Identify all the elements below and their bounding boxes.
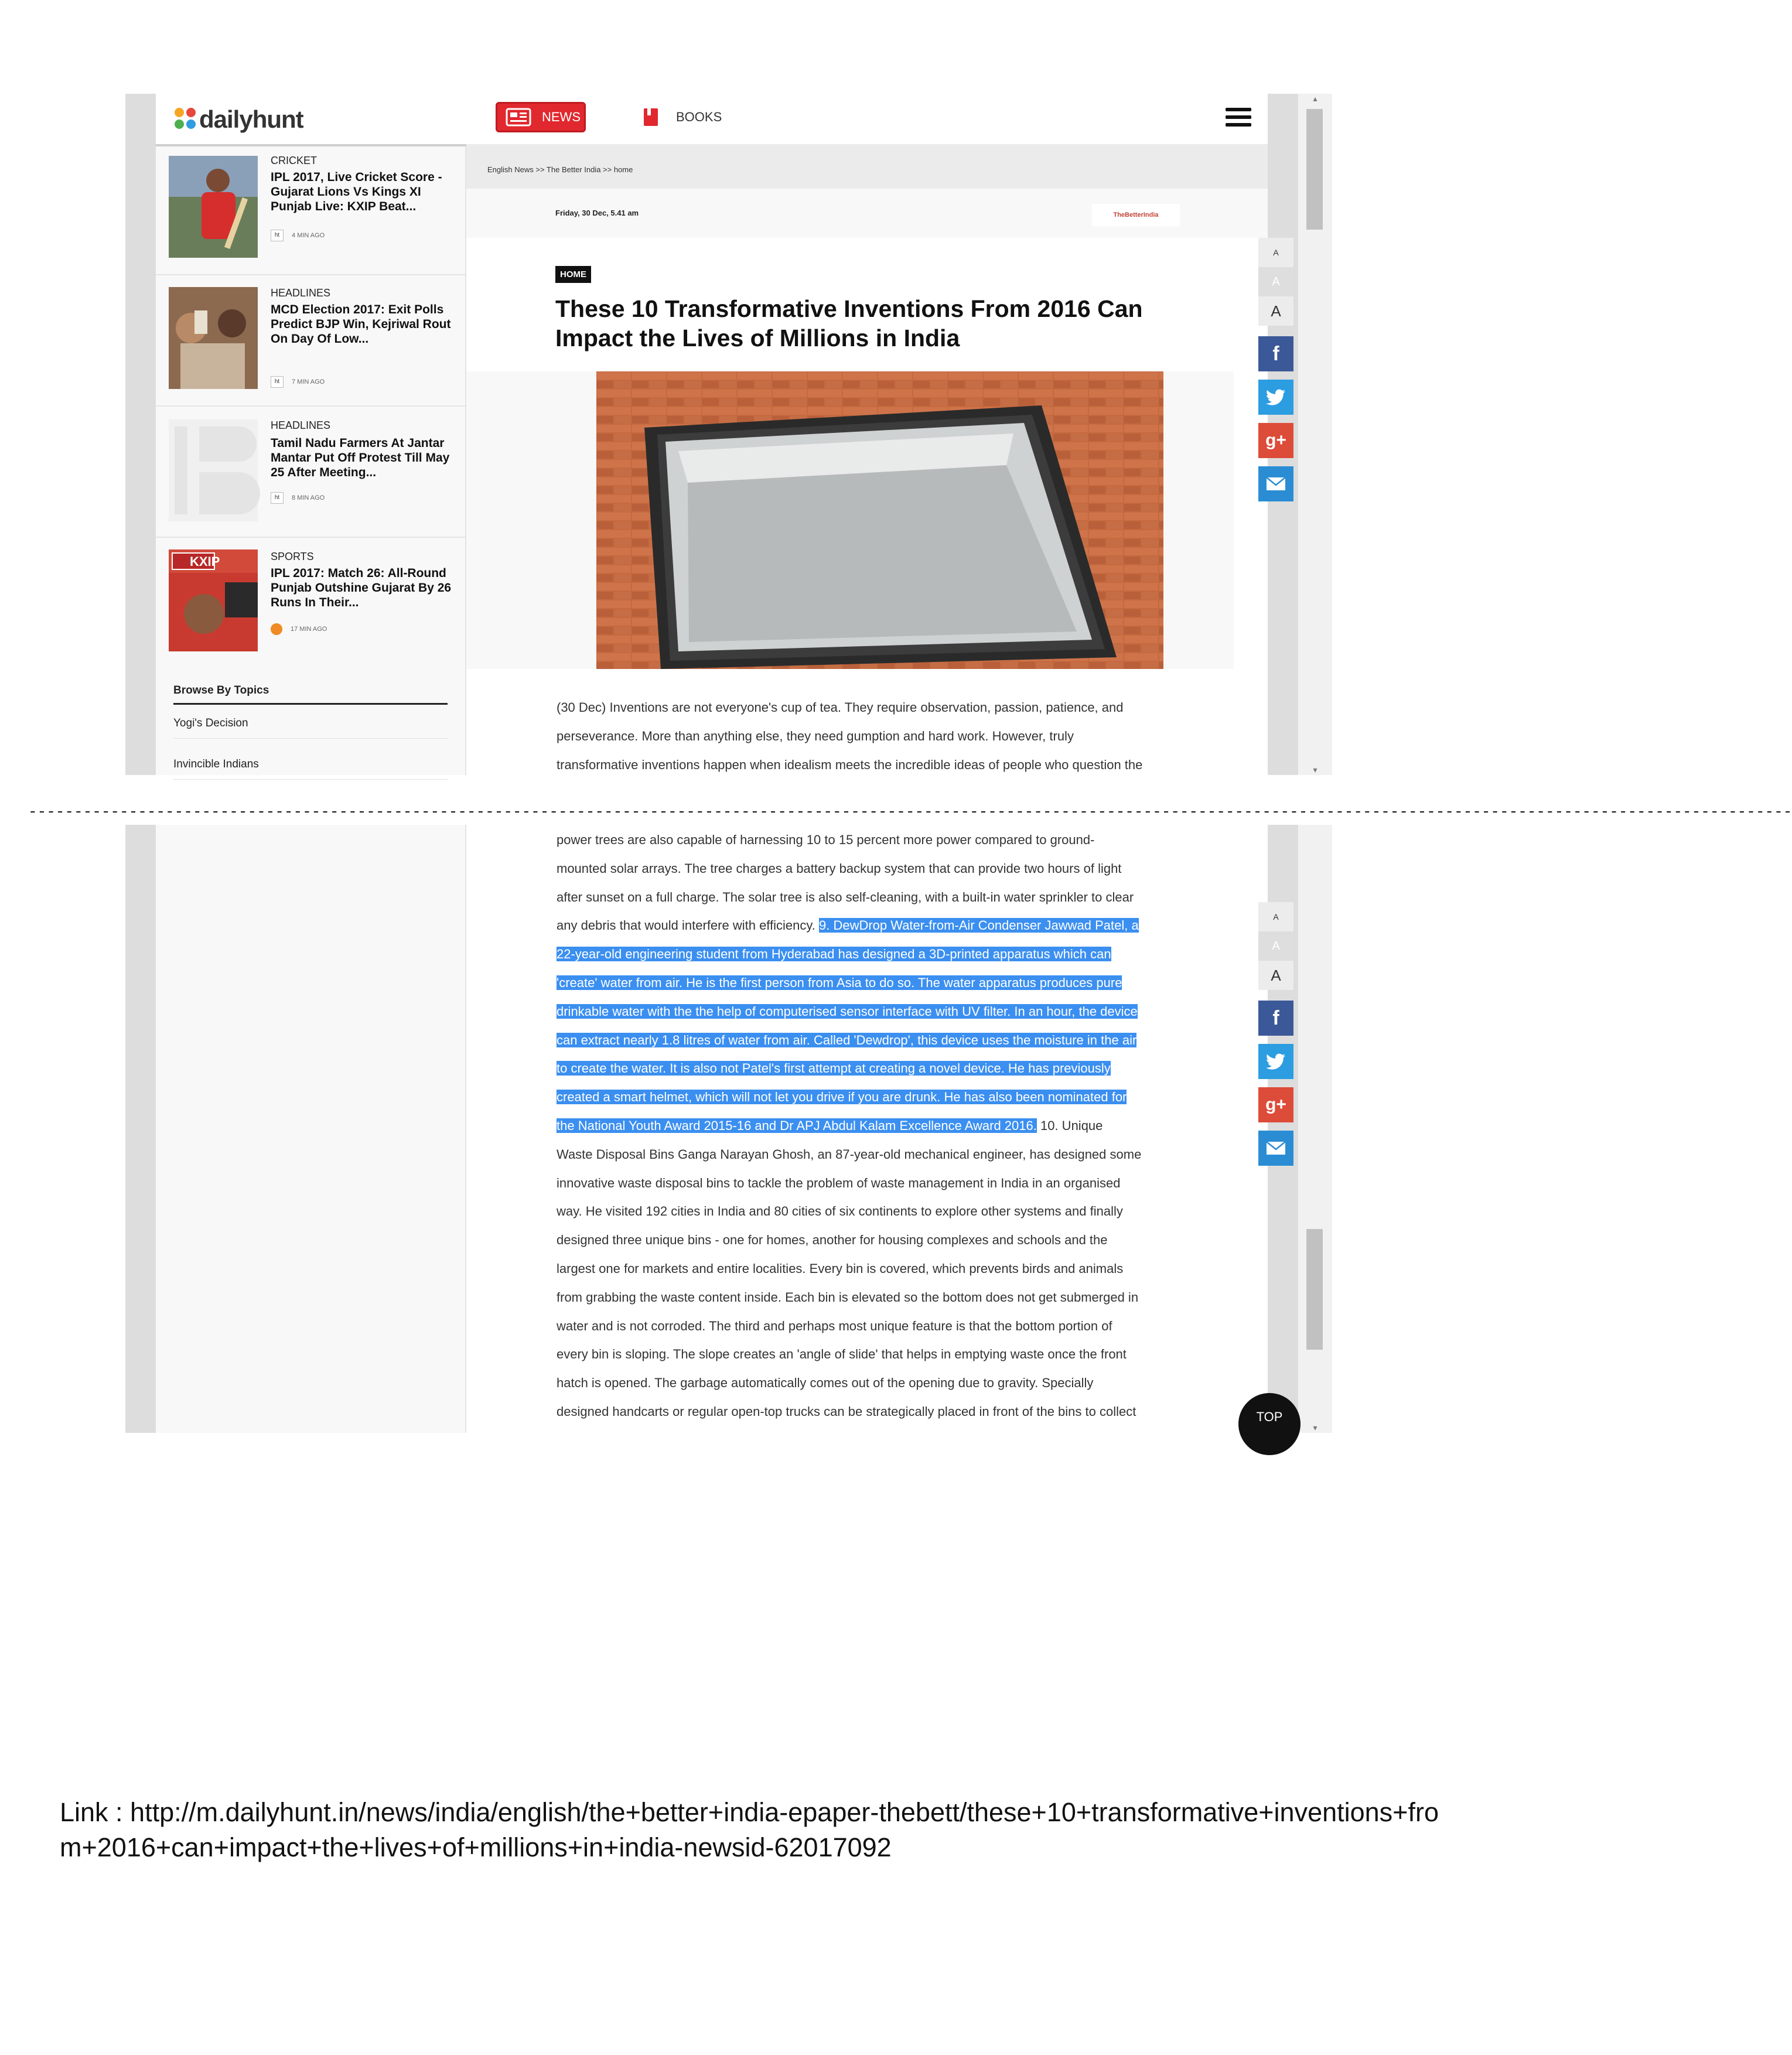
font-size-medium-button[interactable]: A: [1258, 267, 1293, 296]
body-line: way. He visited 192 cities in India and 80 cities of six continents to explore other systems and finally: [557, 1204, 1123, 1219]
body-line: [557, 998, 1207, 1026]
placeholder-thumbnail-icon: [169, 419, 258, 521]
body-line: [557, 1112, 1207, 1141]
news-tab-button[interactable]: [496, 102, 586, 132]
selected-text[interactable]: 9. DewDrop Water-from-Air Condenser Jawwad Patel, a: [818, 918, 1139, 933]
card-time: 17 MIN AGO: [291, 626, 327, 633]
body-line: [557, 969, 1207, 998]
selected-text[interactable]: can extract nearly 1.8 litres of water from air. Called 'Dewdrop', this device uses the moisture in the air: [557, 1032, 1137, 1047]
body-line: Waste Disposal Bins Ganga Narayan Ghosh, an 87-year-old mechanical engineer, has designed some: [557, 1146, 1142, 1162]
top-navigation-bar: [156, 94, 1268, 146]
body-line: power trees are also capable of harnessing 10 to 15 percent more power compared to ground-: [557, 832, 1095, 847]
vertical-scrollbar[interactable]: [1298, 825, 1332, 1433]
body-line: hatch is opened. The garbage automatically comes out of the opening due to gravity. Specially: [557, 1375, 1094, 1391]
article-tag[interactable]: HOME: [555, 266, 591, 283]
selected-text[interactable]: created a smart helmet, which will not let you drive if you are drunk. He has also been nominated for: [557, 1090, 1127, 1105]
body-line: largest one for markets and entire localities. Every bin is covered, which prevents birds and animals: [557, 1261, 1124, 1276]
scroll-down-arrow[interactable]: ▾: [1313, 765, 1317, 774]
article-hero-image: [596, 371, 1163, 669]
article-dateline: [466, 189, 1268, 238]
card-time: 4 MIN AGO: [292, 232, 325, 239]
facebook-icon[interactable]: f: [1258, 1001, 1293, 1036]
selected-text[interactable]: the National Youth Award 2015-16 and Dr APJ Abdul Kalam Excellence Award 2016.: [557, 1118, 1037, 1133]
election-thumbnail-image: [169, 287, 258, 389]
font-size-large-button[interactable]: A: [1258, 296, 1293, 326]
twitter-icon[interactable]: [1258, 1044, 1293, 1079]
font-size-small-button[interactable]: A: [1258, 238, 1293, 267]
source-logo: ht: [271, 376, 284, 388]
card-headline[interactable]: Tamil Nadu Farmers At Jantar Mantar Put Off Protest Till May 25 After Meeting...: [271, 436, 450, 479]
breadcrumb: [466, 144, 1268, 189]
body-line: [557, 1026, 1207, 1055]
source-logo-icon: [271, 623, 282, 635]
card-headline[interactable]: MCD Election 2017: Exit Polls Predict BJP Win, Kejriwal Rout On Day Of Low...: [271, 303, 451, 346]
article-title: These 10 Transformative Inventions From 2016 Can Impact the Lives of Millions in India: [555, 295, 1143, 351]
email-icon[interactable]: [1258, 1131, 1293, 1166]
card-headline[interactable]: IPL 2017, Live Cricket Score - Gujarat Lions Vs Kings XI Punjab Live: KXIP Beat...: [271, 170, 442, 213]
body-text: any debris that would interfere with efficiency.: [557, 918, 819, 933]
card-meta: [271, 623, 327, 635]
book-icon: [642, 107, 660, 127]
body-line: every bin is sloping. The slope creates an 'angle of slide' that helps in emptying waste once the front: [557, 1347, 1127, 1362]
font-size-small-button[interactable]: A: [1258, 902, 1293, 931]
card-category: HEADLINES: [271, 287, 331, 299]
body-line: innovative waste disposal bins to tackle the problem of waste management in India in an organised: [557, 1175, 1121, 1190]
scroll-thumb[interactable]: [1306, 109, 1323, 230]
source-logo: ht: [271, 492, 284, 504]
google-plus-icon[interactable]: g+: [1258, 423, 1293, 458]
left-gutter: [125, 825, 156, 1433]
screenshot-top: [125, 94, 1332, 775]
browse-heading: Browse By Topics: [173, 684, 448, 705]
body-line: after sunset on a full charge. The solar tree is also self-cleaning, with a built-in water sprinkler to clear: [557, 889, 1134, 904]
facebook-icon[interactable]: f: [1258, 336, 1293, 371]
body-line: [557, 1054, 1207, 1083]
body-line: [557, 1083, 1207, 1112]
selected-text[interactable]: 'create' water from air. He is the first person from Asia to do so. The water apparatus produces pure: [557, 975, 1122, 990]
selected-text[interactable]: to create the water. It is also not Patel's first attempt at creating a novel device. He has previously: [557, 1061, 1111, 1076]
newspaper-icon: [506, 108, 531, 127]
logo-text: dailyhunt: [199, 105, 303, 133]
publisher-logo[interactable]: TheBetterIndia: [1092, 204, 1180, 226]
body-line: [557, 940, 1207, 969]
article-date: Friday, 30 Dec, 5.41 am: [555, 209, 639, 217]
card-time: 8 MIN AGO: [292, 494, 325, 501]
card-category: SPORTS: [271, 551, 314, 562]
card-meta: [271, 492, 325, 504]
list-item[interactable]: [156, 538, 465, 668]
body-text: 10. Unique: [1036, 1118, 1103, 1133]
body-line: water and is not corroded. The third and perhaps most unique feature is that the bottom portion of: [557, 1318, 1112, 1333]
body-line: designed handcarts or regular open-top trucks can be strategically placed in front of the bins to collect: [557, 1404, 1136, 1419]
cricket-thumbnail-image: [169, 156, 258, 258]
selected-text[interactable]: drinkable water with the the help of computerised sensor interface with UV filter. In an hour, the device: [557, 1003, 1138, 1019]
card-category: CRICKET: [271, 155, 318, 166]
card-meta: [271, 230, 325, 241]
scroll-thumb[interactable]: [1306, 1229, 1323, 1350]
article-tools: [1258, 902, 1293, 1166]
books-tab-label: BOOKS: [676, 110, 722, 124]
source-logo: ht: [271, 230, 284, 241]
hamburger-icon[interactable]: [1226, 108, 1251, 128]
source-link[interactable]: Link : http://m.dailyhunt.in/news/india/english/the+better+india-epaper-thebett/these+10+transformative+inventions+from+2016+can+impact+the+lives+of+millions+in+india-newsid-62017092: [60, 1797, 1439, 1862]
body-line: [557, 912, 1207, 940]
card-category: HEADLINES: [271, 419, 331, 431]
article-body: [557, 826, 1207, 1426]
twitter-icon[interactable]: [1258, 380, 1293, 415]
intro-line: perseverance. More than anything else, they need gumption and hard work. However, truly: [557, 728, 1074, 743]
books-tab-button[interactable]: [642, 102, 722, 132]
thumbnail-caption: KXIP: [190, 554, 220, 569]
list-item[interactable]: [156, 407, 465, 538]
article-intro: [557, 694, 1207, 779]
card-headline[interactable]: IPL 2017: Match 26: All-Round Punjab Outshine Gujarat By 26 Runs In Their...: [271, 566, 452, 609]
list-item[interactable]: [156, 275, 465, 407]
topic-link[interactable]: Invincible Indians: [173, 758, 448, 780]
intro-line: (30 Dec) Inventions are not everyone's cup of tea. They require observation, passion, patience, and: [557, 700, 1124, 715]
back-to-top-button[interactable]: TOP: [1238, 1393, 1301, 1455]
intro-line: transformative inventions happen when idealism meets the incredible ideas of people who question the: [557, 757, 1143, 772]
breadcrumb-text[interactable]: English News >> The Better India >> home: [487, 165, 633, 174]
news-tab-label: NEWS: [542, 110, 581, 124]
body-line: mounted solar arrays. The tree charges a battery backup system that can provide two hours of light: [557, 861, 1122, 876]
list-item[interactable]: [156, 146, 465, 275]
topic-link[interactable]: Yogi's Decision: [173, 717, 448, 739]
news-sidebar: [156, 825, 466, 1433]
email-icon[interactable]: [1258, 466, 1293, 501]
scroll-up-arrow[interactable]: ▴: [1313, 94, 1317, 103]
font-size-medium-button[interactable]: A: [1258, 931, 1293, 961]
scroll-down-arrow[interactable]: ▾: [1313, 1423, 1317, 1432]
left-gutter: [125, 94, 156, 775]
card-time: 7 MIN AGO: [292, 378, 325, 385]
selected-text[interactable]: 22-year-old engineering student from Hyderabad has designed a 3D-printed apparatus which can: [557, 947, 1111, 962]
page-separator: -------------------------------------------------------------------------------------------------------------------------------------------------------------------------------------------------: [28, 803, 1792, 821]
dailyhunt-logo[interactable]: [175, 105, 303, 134]
google-plus-icon[interactable]: g+: [1258, 1087, 1293, 1122]
body-line: from grabbing the waste content inside. Each bin is elevated so the bottom does not get submerged in: [557, 1289, 1139, 1305]
card-meta: [271, 376, 325, 388]
logo-dots-icon: [175, 108, 197, 130]
vertical-scrollbar[interactable]: [1298, 94, 1332, 775]
font-size-large-button[interactable]: A: [1258, 961, 1293, 990]
article-tools: [1258, 238, 1293, 501]
body-line: designed three unique bins - one for homes, another for housing complexes and schools and the: [557, 1233, 1108, 1248]
screenshot-bottom: [125, 825, 1332, 1433]
